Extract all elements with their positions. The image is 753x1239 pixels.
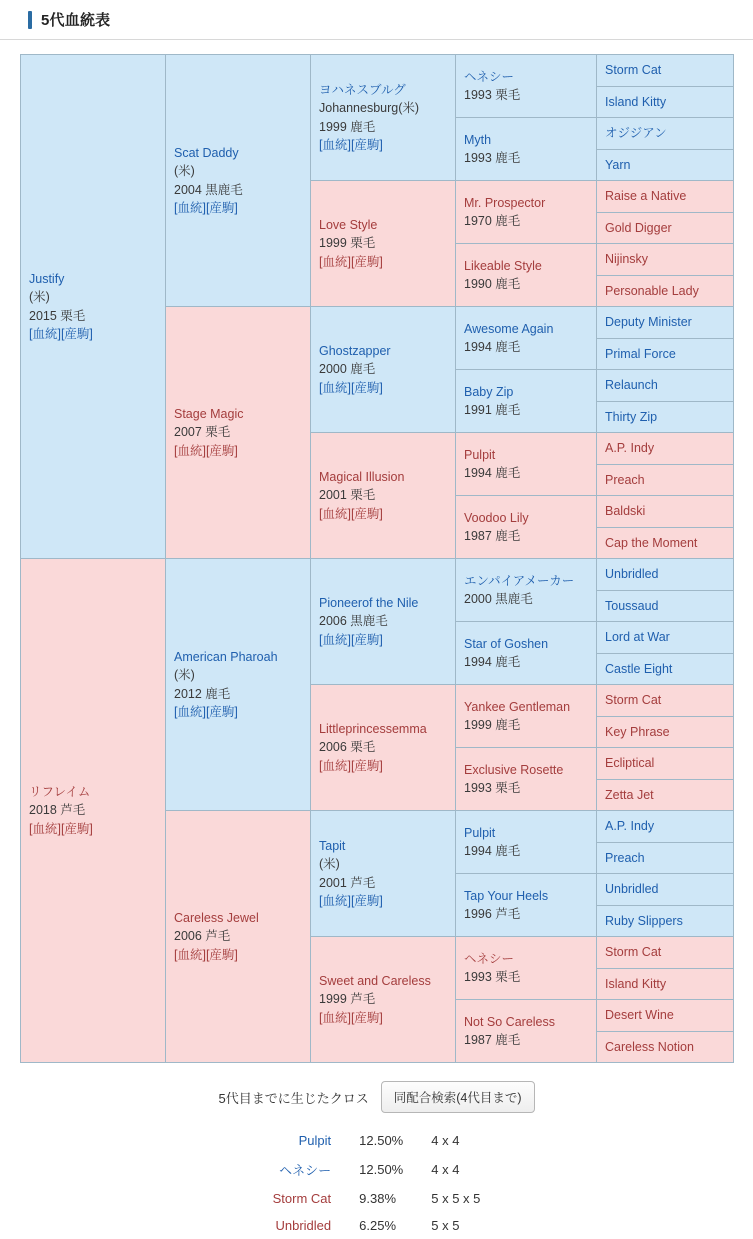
horse-name-link[interactable]: Baby Zip (464, 384, 514, 399)
horse-name-link[interactable]: A.P. Indy (605, 441, 655, 455)
horse-name-link[interactable]: Storm Cat (605, 693, 662, 707)
produce-link[interactable]: [産駒] (350, 894, 383, 908)
horse-birth-coat: 1994 鹿毛 (464, 655, 521, 669)
cross-percent: 9.38% (359, 1191, 397, 1206)
pedigree-table-wrapper (0, 40, 753, 1063)
pedigree-cell-gen5[interactable] (597, 181, 734, 213)
horse-birth-coat: 1990 鹿毛 (464, 277, 521, 291)
pedigree-cell-gen3[interactable] (311, 937, 456, 1063)
pedigree-cell-gen5[interactable] (597, 842, 734, 874)
horse-name-link[interactable]: Sweet and Careless (319, 973, 431, 988)
horse-origin: (米) (174, 668, 195, 682)
horse-birth-coat: 2006 黒鹿毛 (319, 614, 388, 629)
cross-table (259, 1127, 495, 1239)
produce-link[interactable]: [産駒] (205, 201, 238, 215)
horse-name-link[interactable]: Island Kitty (605, 976, 667, 991)
cross-generation: 4 x 4 (431, 1162, 460, 1177)
blood-link[interactable]: [血統] (174, 947, 206, 962)
pedigree-cell-gen2-sire[interactable] (166, 559, 311, 811)
horse-origin: (米) (29, 290, 50, 304)
pedigree-cell-gen4[interactable] (456, 1000, 597, 1063)
horse-name-link[interactable]: Zetta Jet (605, 787, 654, 802)
horse-name-link[interactable]: Yankee Gentleman (464, 699, 571, 714)
header-accent-bar (28, 11, 32, 29)
horse-name-link[interactable]: Love Style (319, 217, 378, 232)
horse-birth-coat: 1999 芦毛 (319, 992, 376, 1007)
pedigree-cell-gen4[interactable] (456, 811, 597, 874)
same-mating-search-button[interactable]: 同配合検索(4代目まで) (381, 1081, 535, 1113)
horse-name-link[interactable]: Likeable Style (464, 258, 542, 273)
blood-link[interactable]: [血統] (319, 138, 351, 152)
pedigree-cell-gen5[interactable] (597, 1000, 734, 1032)
horse-name-link[interactable]: Nijinsky (605, 252, 649, 266)
pedigree-cell-gen1-sire[interactable] (21, 55, 166, 559)
blood-link[interactable]: [血統] (319, 380, 351, 395)
cross-generation: 5 x 5 x 5 (431, 1191, 481, 1206)
blood-link[interactable]: [血統] (174, 201, 206, 215)
blood-link[interactable]: [血統] (174, 443, 206, 458)
horse-birth-coat: 2000 黒鹿毛 (464, 592, 533, 606)
section-header (0, 0, 753, 40)
pedigree-cell-gen5[interactable] (597, 1031, 734, 1063)
pedigree-cell-gen4[interactable] (456, 118, 597, 181)
horse-name-link[interactable]: Magical Illusion (319, 469, 405, 484)
pedigree-cell-gen3[interactable] (311, 685, 456, 811)
pedigree-cell-gen5[interactable] (597, 527, 734, 559)
horse-birth-coat: 1994 鹿毛 (464, 844, 521, 858)
pedigree-cell-gen5[interactable] (597, 149, 734, 181)
horse-birth-coat: 1993 栗毛 (464, 88, 521, 102)
pedigree-cell-gen4[interactable] (456, 55, 597, 118)
horse-name-link[interactable]: Unbridled (605, 567, 659, 581)
pedigree-cell-gen4[interactable] (456, 685, 597, 748)
produce-link[interactable]: [産駒] (205, 443, 238, 458)
horse-birth-coat: 1994 鹿毛 (464, 340, 521, 354)
horse-name-link[interactable]: Tap Your Heels (464, 888, 549, 903)
horse-name-link[interactable]: Baldski (605, 504, 646, 518)
horse-name-link[interactable]: Primal Force (605, 346, 676, 361)
horse-birth-coat: 2006 芦毛 (174, 929, 231, 944)
horse-birth-coat: 1987 鹿毛 (464, 1033, 521, 1047)
horse-name-link[interactable]: リフレイム (29, 784, 91, 799)
horse-name-link[interactable]: Voodoo Lily (464, 510, 529, 525)
horse-name-link[interactable]: Careless Notion (605, 1039, 694, 1054)
pedigree-cell-gen4[interactable] (456, 622, 597, 685)
cross-percent: 12.50% (359, 1133, 404, 1148)
table-row (259, 1212, 495, 1239)
horse-name-link[interactable]: Pulpit (298, 1133, 332, 1148)
horse-name-link[interactable]: Toussaud (605, 598, 659, 613)
horse-birth-coat: 2001 芦毛 (319, 875, 376, 890)
pedigree-cell-gen5[interactable] (597, 905, 734, 937)
horse-alt-name: Johannesburg(米) (319, 101, 420, 115)
pedigree-cell-gen5[interactable] (597, 622, 734, 654)
cross-percent: 6.25% (359, 1218, 397, 1233)
horse-birth-coat: 1994 鹿毛 (464, 466, 521, 480)
pedigree-cell-gen5[interactable] (597, 118, 734, 150)
horse-name-link[interactable]: Myth (464, 132, 492, 147)
horse-name-link[interactable]: Pulpit (464, 825, 496, 840)
pedigree-cell-gen5[interactable] (597, 653, 734, 685)
horse-name-link[interactable]: Unbridled (275, 1218, 332, 1233)
produce-link[interactable]: [産駒] (350, 138, 383, 152)
horse-birth-coat: 1993 鹿毛 (464, 151, 521, 165)
blood-link[interactable]: [血統] (174, 705, 206, 719)
horse-name-link[interactable]: Exclusive Rosette (464, 762, 564, 777)
pedigree-cell-gen5[interactable] (597, 937, 734, 969)
horse-name-link[interactable]: Star of Goshen (464, 636, 549, 651)
horse-name-link[interactable]: Preach (605, 472, 645, 487)
pedigree-cell-gen4[interactable] (456, 937, 597, 1000)
horse-name-link[interactable]: Yarn (605, 157, 631, 172)
cross-label: 5代目までに生じたクロス (218, 1090, 369, 1106)
pedigree-cell-gen5[interactable] (597, 874, 734, 906)
pedigree-cell-gen4[interactable] (456, 496, 597, 559)
horse-birth-coat: 2015 栗毛 (29, 308, 86, 323)
produce-link[interactable]: [産駒] (205, 705, 238, 719)
horse-birth-coat: 2000 鹿毛 (319, 362, 376, 377)
horse-name-link[interactable]: A.P. Indy (605, 819, 655, 833)
horse-name-link[interactable]: ヘネシー (279, 1163, 332, 1178)
horse-name-link[interactable]: ヘネシー (464, 951, 515, 966)
pedigree-cell-gen5[interactable] (597, 86, 734, 118)
pedigree-cell-gen4[interactable] (456, 559, 597, 622)
page-title: 5代血統表 (41, 12, 111, 29)
blood-link[interactable]: [血統] (319, 506, 351, 521)
horse-name-link[interactable]: Preach (605, 850, 645, 865)
horse-name-link[interactable]: Unbridled (605, 882, 659, 896)
horse-name-link[interactable]: Scat Daddy (174, 145, 239, 160)
horse-birth-coat: 1996 芦毛 (464, 907, 521, 921)
pedigree-cell-gen3[interactable] (311, 433, 456, 559)
cross-percent: 12.50% (359, 1162, 404, 1177)
cross-header (0, 1081, 753, 1113)
pedigree-cell-gen2-sire[interactable] (166, 55, 311, 307)
horse-name-link[interactable]: Ecliptical (605, 756, 655, 770)
horse-birth-coat: 1970 鹿毛 (464, 214, 521, 228)
horse-name-link[interactable]: Storm Cat (272, 1191, 332, 1206)
blood-link[interactable]: [血統] (319, 894, 351, 908)
blood-link[interactable]: [血統] (319, 632, 351, 647)
pedigree-cell-gen5[interactable] (597, 590, 734, 622)
produce-link[interactable]: [産駒] (60, 821, 93, 836)
horse-name-link[interactable]: ヘネシー (464, 69, 515, 84)
horse-name-link[interactable]: Relaunch (605, 378, 658, 392)
cross-horse-name[interactable] (259, 1127, 346, 1154)
pedigree-cell-gen5[interactable] (597, 307, 734, 339)
horse-name-link[interactable]: Island Kitty (605, 94, 667, 109)
pedigree-cell-gen3[interactable] (311, 811, 456, 937)
cross-generation: 5 x 5 (431, 1218, 460, 1233)
pedigree-cell-gen2-dam[interactable] (166, 811, 311, 1063)
horse-birth-coat: 1999 鹿毛 (464, 718, 521, 732)
pedigree-cell-gen3[interactable] (311, 181, 456, 307)
horse-birth-coat: 1991 鹿毛 (464, 403, 521, 417)
horse-origin: (米) (319, 857, 340, 871)
horse-name-link[interactable]: Cap the Moment (605, 535, 698, 550)
horse-name-link[interactable]: Careless Jewel (174, 910, 259, 925)
horse-name-link[interactable]: Thirty Zip (605, 409, 658, 424)
produce-link[interactable]: [産駒] (60, 327, 93, 341)
horse-name-link[interactable]: Stage Magic (174, 406, 244, 421)
pedigree-cell-gen2-dam[interactable] (166, 307, 311, 559)
horse-birth-coat: 2004 黒鹿毛 (174, 182, 243, 197)
table-row (21, 55, 734, 87)
horse-name-link[interactable]: Desert Wine (605, 1008, 674, 1022)
table-row (21, 559, 734, 591)
produce-link[interactable]: [産駒] (350, 254, 383, 269)
horse-birth-coat: 2001 栗毛 (319, 488, 376, 503)
produce-link[interactable]: [産駒] (350, 1010, 383, 1025)
pedigree-cell-gen5[interactable] (597, 338, 734, 370)
horse-birth-coat: 1999 栗毛 (319, 236, 376, 251)
horse-name-link[interactable]: オジジアン (605, 126, 667, 140)
produce-link[interactable]: [産駒] (205, 947, 238, 962)
pedigree-cell-gen5[interactable] (597, 968, 734, 1000)
horse-name-link[interactable]: Lord at War (605, 630, 670, 644)
pedigree-cell-gen4[interactable] (456, 748, 597, 811)
table-row (259, 1154, 495, 1185)
blood-link[interactable]: [血統] (29, 327, 61, 341)
horse-name-link[interactable]: Awesome Again (464, 321, 554, 336)
pedigree-cell-gen3[interactable] (311, 559, 456, 685)
horse-name-link[interactable]: Key Phrase (605, 724, 670, 739)
horse-birth-coat: 1993 栗毛 (464, 781, 521, 795)
horse-name-link[interactable]: Justify (29, 271, 65, 286)
pedigree-cell-gen5[interactable] (597, 685, 734, 717)
pedigree-cell-gen5[interactable] (597, 464, 734, 496)
horse-name-link[interactable]: Castle Eight (605, 661, 673, 676)
pedigree-cell-gen3[interactable] (311, 307, 456, 433)
produce-link[interactable]: [産駒] (350, 632, 383, 647)
horse-name-link[interactable]: Ghostzapper (319, 343, 391, 358)
cross-horse-name[interactable] (259, 1212, 346, 1239)
horse-birth-coat: 1999 鹿毛 (319, 119, 376, 134)
table-row (259, 1185, 495, 1212)
pedigree-cell-gen3[interactable] (311, 55, 456, 181)
pedigree-cell-gen5[interactable] (597, 370, 734, 402)
horse-birth-coat: 2007 栗毛 (174, 425, 231, 440)
horse-origin: (米) (174, 164, 195, 178)
blood-link[interactable]: [血統] (29, 821, 61, 836)
pedigree-cell-gen5[interactable] (597, 275, 734, 307)
pedigree-cell-gen5[interactable] (597, 748, 734, 780)
horse-name-link[interactable]: Personable Lady (605, 283, 699, 298)
horse-birth-coat: 1987 鹿毛 (464, 529, 521, 543)
horse-name-link[interactable]: Mr. Prospector (464, 195, 546, 210)
pedigree-cell-gen5[interactable] (597, 401, 734, 433)
pedigree-cell-gen4[interactable] (456, 433, 597, 496)
pedigree-cell-gen5[interactable] (597, 212, 734, 244)
cross-generation: 4 x 4 (431, 1133, 460, 1148)
table-row (259, 1127, 495, 1154)
pedigree-cell-gen4[interactable] (456, 370, 597, 433)
horse-name-link[interactable]: Gold Digger (605, 220, 672, 235)
horse-name-link[interactable]: Not So Careless (464, 1014, 556, 1029)
pedigree-cell-gen4[interactable] (456, 244, 597, 307)
horse-name-link[interactable]: エンパイアメーカー (464, 573, 575, 588)
pedigree-cell-gen5[interactable] (597, 716, 734, 748)
pedigree-cell-gen4[interactable] (456, 874, 597, 937)
horse-name-link[interactable]: Tapit (319, 838, 346, 853)
horse-name-link[interactable]: Littleprincessemma (319, 721, 427, 736)
pedigree-cell-gen5[interactable] (597, 811, 734, 843)
pedigree-cell-gen5[interactable] (597, 244, 734, 276)
blood-link[interactable]: [血統] (319, 1010, 351, 1025)
blood-link[interactable]: [血統] (319, 254, 351, 269)
pedigree-cell-gen5[interactable] (597, 496, 734, 528)
cross-horse-name[interactable] (259, 1185, 346, 1212)
pedigree-cell-gen5[interactable] (597, 559, 734, 591)
blood-link[interactable]: [血統] (319, 758, 351, 773)
pedigree-cell-gen1-dam[interactable] (21, 559, 166, 1063)
pedigree-cell-gen4[interactable] (456, 181, 597, 244)
pedigree-cell-gen5[interactable] (597, 433, 734, 465)
horse-birth-coat: 2012 鹿毛 (174, 686, 231, 701)
horse-name-link[interactable]: Storm Cat (605, 945, 662, 959)
horse-name-link[interactable]: Storm Cat (605, 63, 662, 77)
horse-birth-coat: 2006 栗毛 (319, 740, 376, 755)
horse-name-link[interactable]: Pioneerof the Nile (319, 595, 419, 610)
horse-name-link[interactable]: American Pharoah (174, 649, 278, 664)
horse-birth-coat: 1993 栗毛 (464, 970, 521, 984)
produce-link[interactable]: [産駒] (350, 380, 383, 395)
pedigree-cell-gen4[interactable] (456, 307, 597, 370)
produce-link[interactable]: [産駒] (350, 758, 383, 773)
horse-birth-coat: 2018 芦毛 (29, 803, 86, 818)
horse-name-link[interactable]: Pulpit (464, 447, 496, 462)
pedigree-cell-gen5[interactable] (597, 55, 734, 87)
horse-name-link[interactable]: Deputy Minister (605, 315, 692, 329)
cross-horse-name[interactable] (259, 1154, 346, 1185)
produce-link[interactable]: [産駒] (350, 506, 383, 521)
horse-name-link[interactable]: Raise a Native (605, 189, 687, 203)
horse-name-link[interactable]: Ruby Slippers (605, 913, 683, 928)
pedigree-cell-gen5[interactable] (597, 779, 734, 811)
horse-name-link[interactable]: ヨハネスブルグ (319, 82, 406, 97)
pedigree-table (20, 54, 734, 1063)
